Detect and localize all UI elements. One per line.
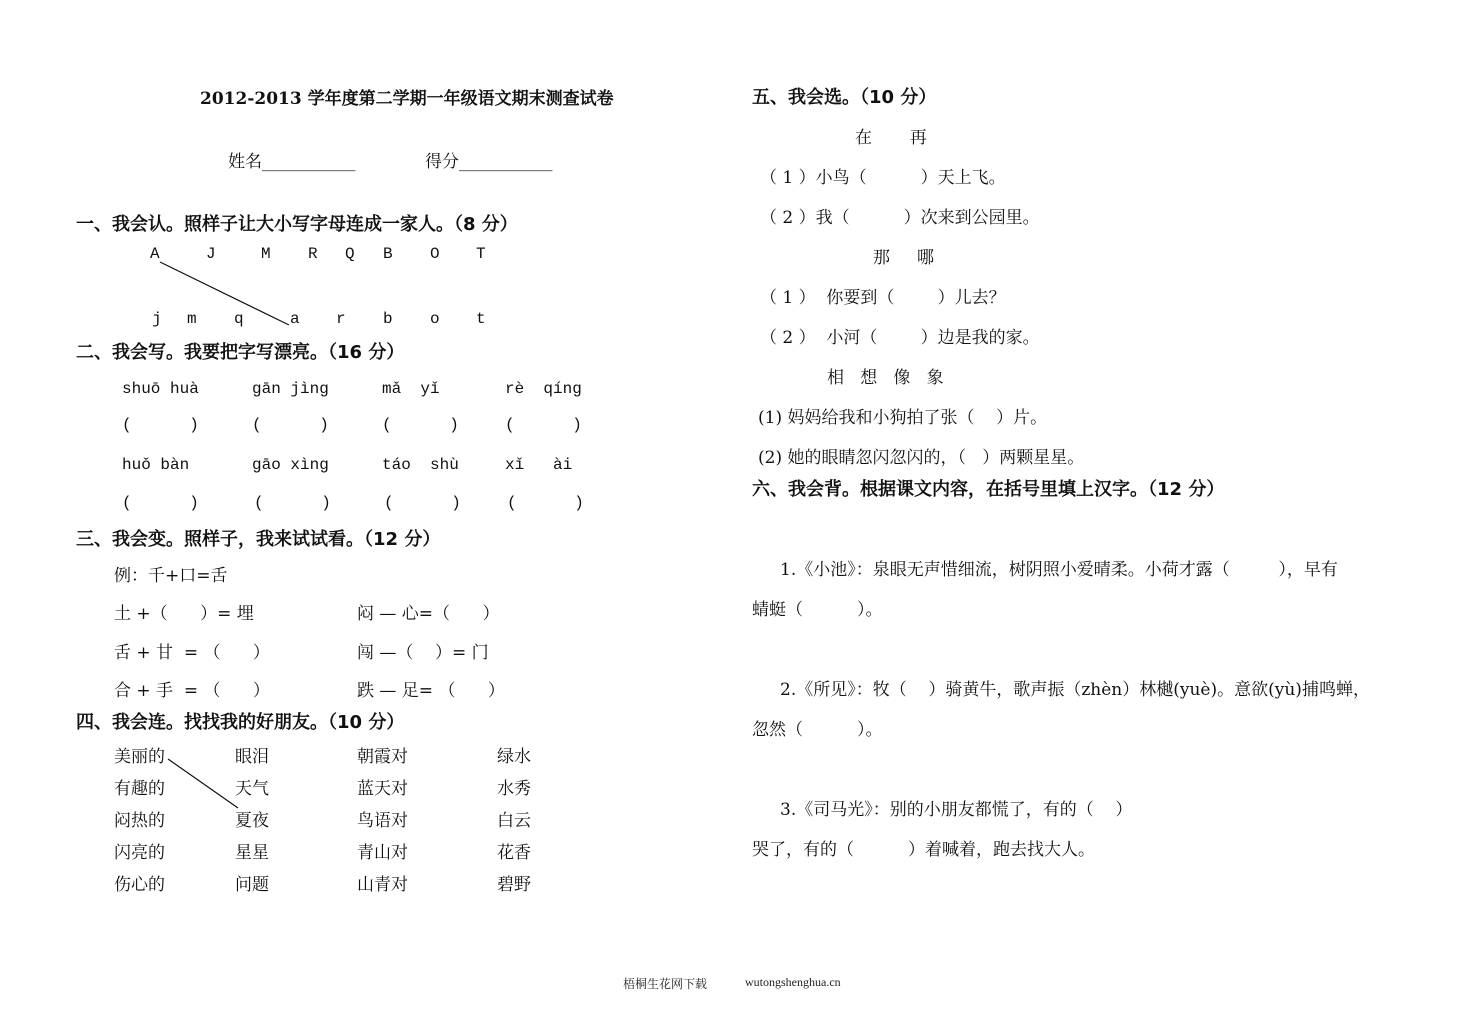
match-word: 眼泪	[235, 747, 269, 767]
match-word: 碧野	[497, 875, 531, 895]
pinyin: táo shù	[382, 456, 459, 474]
letter-lower: m	[187, 310, 197, 328]
letter-lower: j	[152, 310, 162, 328]
page-title: 2012-2013 学年度第二学期一年级语文期末测查试卷	[200, 89, 614, 109]
letter-lower: a	[290, 310, 300, 328]
letter-lower: q	[234, 310, 244, 328]
match-word: 伤心的	[114, 875, 165, 895]
name-field: 姓名___________	[228, 152, 356, 172]
equation: 合 + 手 = （ ）	[114, 681, 270, 701]
match-word: 青山对	[357, 843, 408, 863]
answer-blank[interactable]: ( )	[252, 416, 329, 434]
match-word: 美丽的	[114, 747, 165, 767]
pinyin: shuō huà	[122, 380, 199, 398]
letter-upper: J	[206, 245, 216, 263]
pinyin: huǒ bàn	[122, 456, 190, 474]
equation: 土 +（ ）= 埋	[114, 604, 254, 624]
match-word: 星星	[235, 843, 269, 863]
match-word: 闷热的	[114, 811, 165, 831]
answer-blank[interactable]: ( )	[382, 416, 459, 434]
match-word: 绿水	[497, 747, 531, 767]
section4-heading: 四、我会连。找找我的好朋友。（10 分）	[76, 712, 405, 733]
match-word: 山青对	[357, 875, 408, 895]
poem-item-1-line2: 蜻蜓（ ）。	[752, 600, 883, 620]
letter-upper: A	[150, 245, 160, 263]
story-item-3-line2: 哭了，有的（ ）着喊着，跑去找大人。	[752, 840, 1096, 860]
match-word: 闪亮的	[114, 843, 165, 863]
match-word: 天气	[235, 779, 269, 799]
match-word: 有趣的	[114, 779, 165, 799]
answer-blank[interactable]: ( )	[507, 494, 584, 512]
equation: 闯 —（ ）= 门	[357, 643, 489, 663]
section3-heading: 三、我会变。照样子，我来试试看。（12 分）	[76, 529, 441, 550]
word-options: 那 哪	[873, 248, 935, 268]
letter-upper: T	[476, 245, 486, 263]
poem-item-2-line2: 忽然（ ）。	[752, 720, 883, 740]
letter-upper: O	[430, 245, 440, 263]
match-word: 鸟语对	[357, 811, 408, 831]
letter-lower: b	[383, 310, 393, 328]
fill-sentence: （ 1 ） 你要到（ ）儿去？	[760, 288, 1006, 308]
footer-site-url[interactable]: wutongshenghua.cn	[745, 975, 841, 989]
fill-sentence: (2) 她的眼睛忽闪忽闪的，（ ）两颗星星。	[758, 448, 1085, 468]
score-field: 得分___________	[425, 152, 553, 172]
answer-blank[interactable]: ( )	[384, 494, 461, 512]
match-word: 蓝天对	[357, 779, 408, 799]
equation: 舌 + 甘 = （ ）	[114, 643, 270, 663]
match-word: 水秀	[497, 779, 531, 799]
fill-sentence: （ 1 ）小鸟（ ）天上飞。	[760, 168, 1006, 188]
answer-blank[interactable]: ( )	[122, 494, 199, 512]
answer-blank[interactable]: ( )	[254, 494, 331, 512]
match-word: 朝霞对	[357, 747, 408, 767]
fill-sentence: （ 2 ）我（ ）次来到公园里。	[760, 208, 1040, 228]
pinyin: gān jìng	[252, 380, 329, 398]
answer-blank[interactable]: ( )	[505, 416, 582, 434]
pinyin: rè qíng	[505, 380, 582, 398]
section5-heading: 五、我会选。（10 分）	[752, 87, 937, 108]
letter-lower: t	[476, 310, 486, 328]
equation: 跌 — 足= （ ）	[357, 681, 505, 701]
pinyin: xǐ ài	[505, 456, 573, 474]
letter-upper: Q	[345, 245, 355, 263]
word-options: 相 想 像 象	[827, 368, 944, 388]
match-word: 花香	[497, 843, 531, 863]
fill-sentence: (1) 妈妈给我和小狗拍了张（ ）片。	[758, 408, 1048, 428]
pinyin: gāo xìng	[252, 456, 329, 474]
match-word: 白云	[497, 811, 531, 831]
equation: 闷 — 心=（ ）	[357, 604, 500, 624]
fill-sentence: （ 2 ） 小河（ ）边是我的家。	[760, 328, 1040, 348]
letter-lower: o	[430, 310, 440, 328]
letter-upper: M	[261, 245, 271, 263]
story-item-3-line1: 3.《司马光》：别的小朋友都慌了，有的（ ）	[780, 800, 1133, 820]
poem-item-1-line1: 1.《小池》：泉眼无声惜细流，树阴照小爱晴柔。小荷才露（ ），早有	[780, 560, 1338, 580]
letter-lower: r	[336, 310, 346, 328]
word-options: 在 再	[855, 128, 927, 148]
letter-upper: R	[308, 245, 318, 263]
answer-blank[interactable]: ( )	[122, 416, 199, 434]
pinyin: mǎ yǐ	[382, 380, 440, 398]
section2-heading: 二、我会写。我要把字写漂亮。（16 分）	[76, 342, 405, 363]
letter-upper: B	[383, 245, 393, 263]
match-word: 夏夜	[235, 811, 269, 831]
section1-heading: 一、我会认。照样子让大小写字母连成一家人。（8 分）	[76, 214, 518, 235]
section6-heading: 六、我会背。根据课文内容，在括号里填上汉字。（12 分）	[752, 479, 1225, 500]
poem-item-2-line1: 2.《所见》：牧（ ）骑黄牛，歌声振（zhèn）林樾(yuè)。意欲(yù)捕鸣蝉，	[780, 680, 1370, 700]
example-equation: 例：千+口=舌	[114, 566, 228, 586]
match-word: 问题	[235, 875, 269, 895]
footer-site-name: 梧桐生花网下载	[623, 977, 708, 991]
